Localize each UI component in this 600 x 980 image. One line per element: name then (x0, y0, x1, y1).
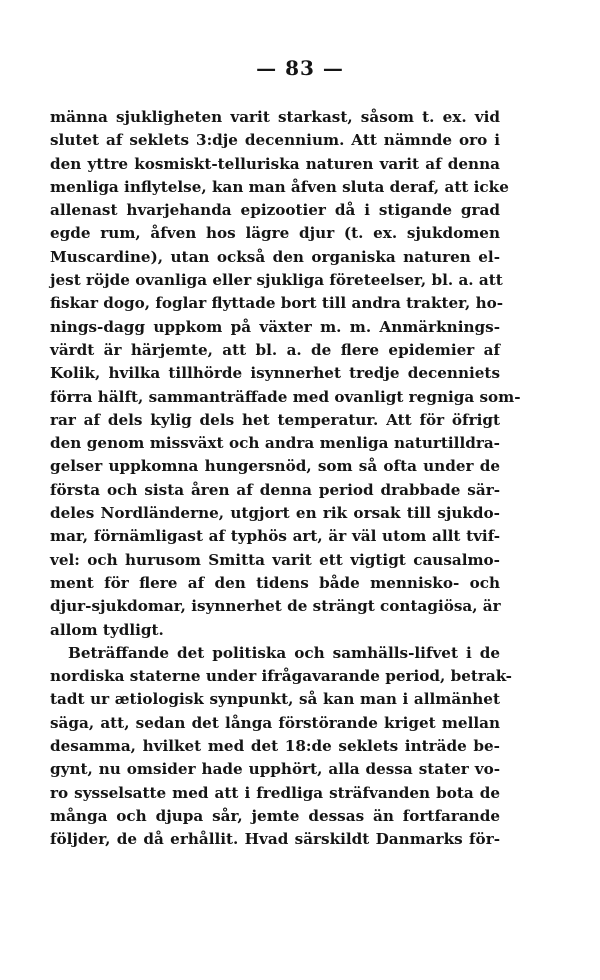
paragraph (50, 642, 512, 852)
text-line: många och djupa sår, jemte dessas än fortfarande (50, 806, 500, 825)
text-line: menliga inflytelse, kan man åfven sluta deraf, att icke (50, 177, 509, 196)
text-line: männa sjukligheten varit starkast, såsom t. ex. vid (50, 108, 500, 126)
text-line: den yttre kosmiskt-telluriska naturen varit af denna (50, 154, 500, 173)
text-line: desamma, hvilket med det 18:de seklets inträde be- (50, 737, 500, 756)
text-line: första och sista åren af denna period drabbade sär- (50, 480, 500, 499)
text-line: följder, de då erhållit. Hvad särskildt Danmarks för- (50, 830, 500, 849)
text-line: Muscardine), utan också den organiska naturen el- (50, 247, 500, 266)
text-line: nings-dagg uppkom på växter m. m. Anmärknings- (50, 317, 500, 336)
text-line: Beträffande det politiska och samhälls-lifvet i de (68, 643, 500, 662)
text-line: fiskar dogo, foglar flyttade bort till andra trakter, ho- (50, 294, 504, 313)
text-line: rar af dels kylig dels het temperatur. Att för öfrigt (50, 410, 500, 429)
text-line: ro sysselsatte med att i fredliga sträfvanden bota de (50, 783, 500, 802)
text-line: gelser uppkomna hungersnöd, som så ofta under de (50, 457, 500, 476)
body-text (50, 106, 521, 852)
paragraph (50, 106, 521, 642)
page-number: — 83 — (256, 56, 344, 80)
text-line: vel: och hurusom Smitta varit ett vigtigt causalmo- (50, 550, 500, 569)
text-line: förra hälft, sammanträffade med ovanligt regniga som- (50, 387, 521, 406)
text-line: jest röjde ovanliga eller sjukliga företeelser, bl. a. att (50, 271, 503, 290)
text-line: slutet af seklets 3:dje decennium. Att nämnde oro i (50, 131, 500, 150)
text-line: allom tydligt. (50, 620, 164, 639)
text-line: säga, att, sedan det långa förstörande kriget mellan (50, 713, 500, 732)
text-line: gynt, nu omsider hade upphört, alla dessa stater vo- (50, 760, 500, 779)
text-line: Kolik, hvilka tillhörde isynnerhet tredje decenniets (50, 364, 500, 383)
text-line: mar, förnämligast af typhös art, är väl utom allt tvif- (50, 527, 500, 546)
text-line: värdt är härjemte, att bl. a. de flere epidemier af (50, 340, 500, 359)
text-line: den genom missväxt och andra menliga naturtilldra- (50, 434, 500, 453)
text-line: tadt ur ætiologisk synpunkt, så kan man i allmänhet (50, 690, 500, 709)
text-line: djur-sjukdomar, isynnerhet de strängt contagiösa, är (50, 597, 501, 616)
text-line: allenast hvarjehanda epizootier då i stigande grad (50, 201, 500, 220)
text-line: egde rum, åfven hos lägre djur (t. ex. sjukdomen (50, 224, 500, 243)
text-line: ment för flere af den tidens både mennisko- och (50, 573, 500, 592)
text-line: deles Nordländerne, utgjort en rik orsak till sjukdo- (50, 504, 500, 523)
text-line: nordiska staterne under ifrågavarande period, betrak- (50, 667, 512, 686)
